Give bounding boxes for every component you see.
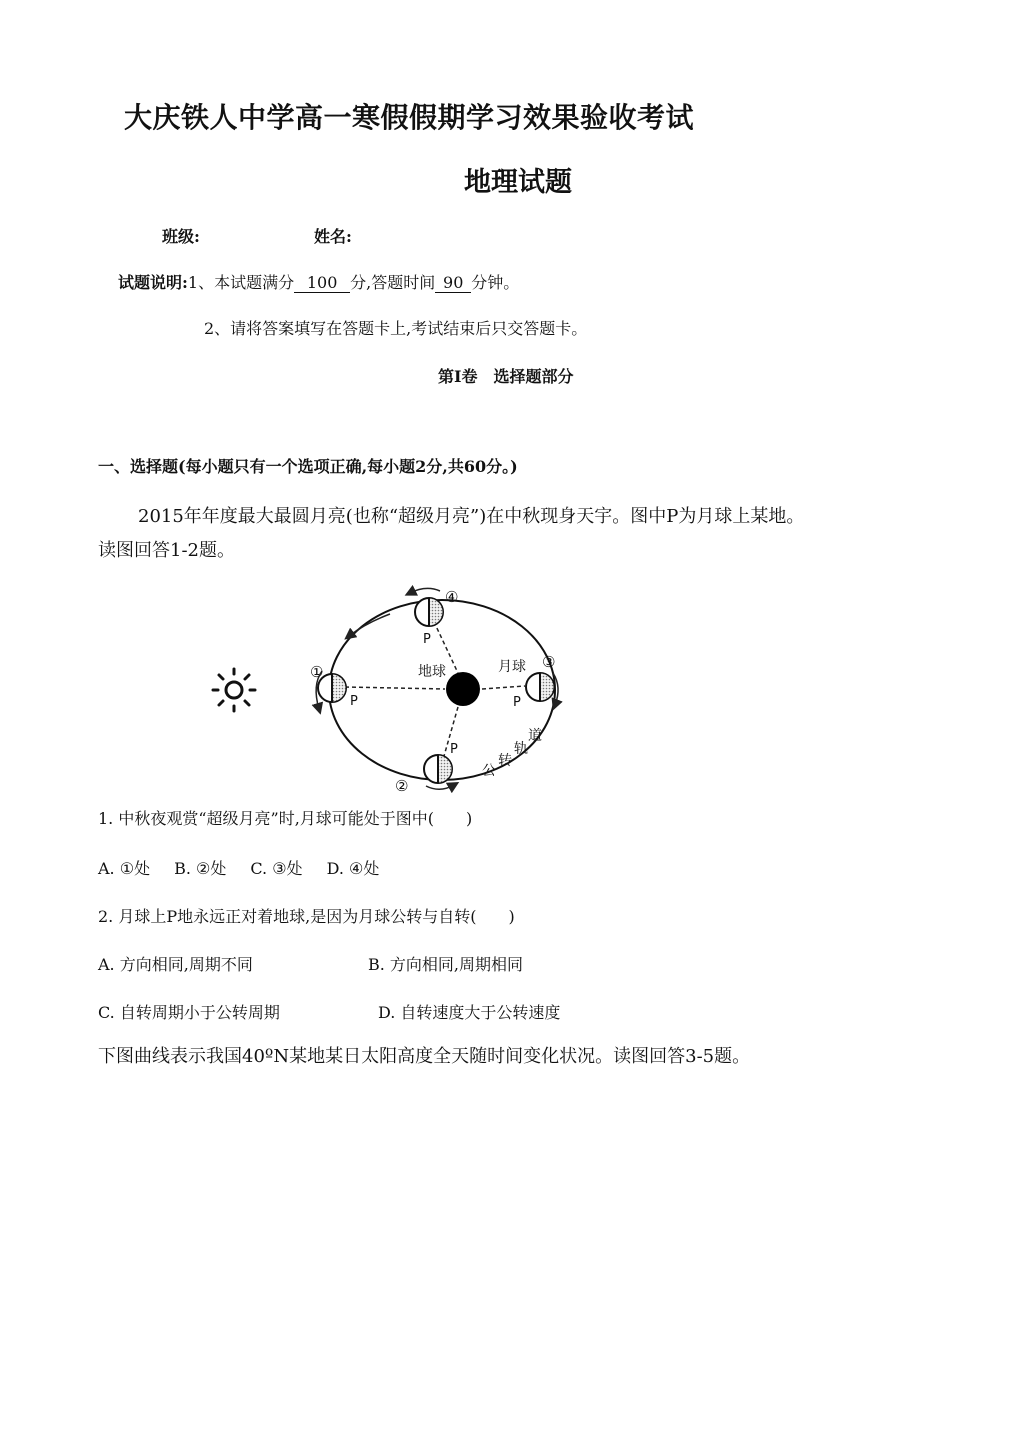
option-1c: C. ③处 (250, 859, 303, 878)
passage-1-line-1: 2015年年度最大最圆月亮(也称“超级月亮”)在中秋现身天宇。图中P为月球上某地。 (138, 506, 805, 527)
question-1-options (98, 856, 379, 879)
option-1d: D. ④处 (326, 859, 380, 878)
passage-2: 下图曲线表示我国40ºN某地某日太阳高度全天随时间变化状况。读图回答3-5题。 (98, 1046, 751, 1067)
label-position-1: ① (310, 663, 324, 681)
earth-label: 地球 (418, 664, 446, 680)
instructions-text-c: 分钟。 (471, 273, 520, 292)
p-label-3: P (513, 695, 521, 710)
option-1a: A. ①处 (98, 859, 151, 878)
exam-time-value: 90 (435, 274, 471, 293)
moon-label: 月球 (498, 659, 526, 675)
label-position-3: ③ (542, 653, 556, 671)
p-label-2: P (450, 742, 458, 757)
dash-line-3 (482, 686, 525, 689)
moon-orbit-diagram (200, 585, 580, 797)
full-score-value: 100 (294, 274, 350, 293)
exam-subtitle: 地理试题 (464, 167, 572, 198)
sun-icon (213, 669, 255, 711)
rotation-arrow-icon (426, 785, 454, 789)
class-label: 班级: (162, 227, 200, 246)
section-heading: 一、选择题(每小题只有一个选项正确,每小题2分,共60分。) (98, 457, 518, 476)
instructions-text-b: 分,答题时间 (350, 273, 436, 292)
name-label: 姓名: (314, 227, 352, 246)
rotation-arrow-icon (410, 588, 440, 593)
option-2a: A. 方向相同,周期不同 (98, 955, 253, 974)
dash-line-1 (345, 687, 445, 689)
instructions-text-a: 1、本试题满分 (187, 273, 295, 292)
option-1b: B. ②处 (174, 859, 227, 878)
p-label-1: P (350, 694, 358, 709)
orbit-char-1: 公 (482, 763, 496, 779)
moon-position-2 (424, 755, 452, 783)
orbit-char-2: 转 (498, 753, 512, 769)
orbit-char-3: 轨 (514, 741, 528, 757)
exam-title: 大庆铁人中学高一寒假假期学习效果验收考试 (124, 101, 695, 134)
p-label-4: P (423, 632, 431, 647)
label-position-2: ② (395, 777, 409, 795)
option-2b: B. 方向相同,周期相同 (368, 955, 524, 974)
moon-position-4 (415, 598, 443, 626)
option-2c: C. 自转周期小于公转周期 (98, 1003, 280, 1022)
part-heading: 第Ⅰ卷 选择题部分 (438, 367, 574, 386)
option-2d: D. 自转速度大于公转速度 (378, 1003, 561, 1022)
question-1-stem: 1. 中秋夜观赏“超级月亮”时,月球可能处于图中( ) (98, 809, 473, 828)
label-position-4: ④ (445, 588, 459, 606)
instructions-line-2: 2、请将答案填写在答题卡上,考试结束后只交答题卡。 (204, 319, 588, 338)
moon-position-3 (526, 673, 554, 701)
passage-1-line-2: 读图回答1-2题。 (98, 540, 235, 561)
question-2-stem: 2. 月球上P地永远正对着地球,是因为月球公转与自转( ) (98, 907, 515, 926)
instructions-line-1 (118, 270, 519, 293)
instructions-label: 试题说明: (118, 273, 188, 292)
earth-icon (446, 672, 480, 706)
orbit-char-4: 道 (528, 728, 542, 744)
